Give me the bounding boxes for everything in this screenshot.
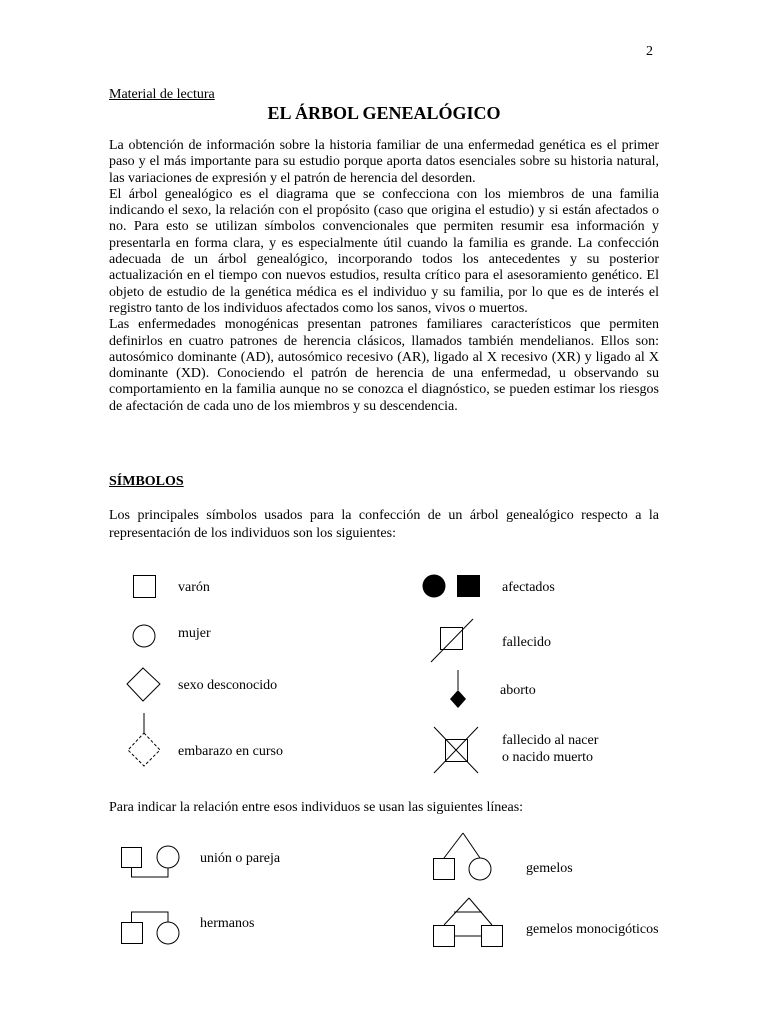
paragraph: Las enfermedades monogénicas presentan patrones familiares característicos que permiten definirlos en cuatro patrones de herencia clásicos, llamados también mendelianos. Ellos son: autosómico dominante (AD), autosómico recesivo (AR), ligado al X recesivo (XR) y ligado al X dominante (XD). Conociendo el patrón de herencia de una enfermedad, u observando su comportamiento en la familia aunque no se conozca el diagnóstico, se pueden estimar los riesgos de afectación de cada uno de los miembros y su descendencia. — [109, 317, 659, 414]
section-heading: SÍMBOLOS — [109, 474, 184, 489]
label-embarazo: embarazo en curso — [178, 744, 283, 759]
lines-intro: Para indicar la relación entre esos individuos se usan las siguientes líneas: — [109, 800, 524, 815]
paragraph: El árbol genealógico es el diagrama que se confecciona con los miembros de una familia indicando el sexo, la relación con el propósito (caso que origina el estudio) y si están afectados o no. Para esto se utilizan símbolos convencionales que permiten resumir esa información y presentarla en forma clara, y es especialmente útil cuando la familia es grande. La confección adecuada de un árbol genealógico, incorporando todos los antecedentes y su posterior actualización en el tiempo con nuevos estudios, resulta crítico para el asesoramiento genético. El objeto de estudio de la genética médica es el individuo y su familia, por lo que es de interés el registro tanto de los individuos afectados como los sanos, vivos o muertos. — [109, 186, 659, 316]
page-number: 2 — [646, 44, 653, 59]
female-circle-icon — [132, 624, 158, 650]
label-fallecido: fallecido — [502, 635, 551, 650]
label-mujer: mujer — [178, 626, 211, 641]
siblings-icon — [120, 909, 182, 947]
twins-icon — [432, 832, 496, 884]
label-afectados: afectados — [502, 580, 555, 595]
symbols-intro: Los principales símbolos usados para la confección de un árbol genealógico respecto a la representación de los individuos son los siguientes: — [109, 508, 659, 541]
monozygotic-twins-icon — [432, 897, 506, 949]
label-aborto: aborto — [500, 683, 536, 698]
union-icon — [120, 845, 182, 881]
paragraph: La obtención de información sobre la historia familiar de una enfermedad genética es el primer paso y el más importante para su estudio porque aporta datos esenciales sobre su historia natural, las variaciones de expresión y el patrón de herencia del desorden. — [109, 138, 659, 186]
label-union: unión o pareja — [200, 851, 281, 866]
page-title-text: EL ÁRBOL GENEALÓGICO — [267, 103, 501, 123]
label-varon: varón — [178, 580, 210, 595]
miscarriage-icon — [447, 670, 469, 710]
body-text — [109, 138, 659, 415]
kicker: Material de lectura — [109, 87, 215, 102]
label-monocigoticos: gemelos monocigóticos — [526, 922, 659, 937]
label-hermanos: hermanos — [200, 916, 255, 931]
label-fallecido-nacer-1: fallecido al nacer — [502, 733, 599, 748]
label-fallecido-nacer-2: o nacido muerto — [502, 750, 593, 765]
deceased-icon — [430, 618, 474, 664]
page-title — [0, 103, 768, 124]
male-square-icon — [133, 575, 157, 599]
unknown-sex-diamond-icon — [126, 667, 162, 703]
pregnancy-dashed-diamond-icon — [126, 713, 162, 769]
stillbirth-icon — [433, 726, 479, 774]
affected-filled-icon — [422, 574, 484, 600]
label-sexo-desconocido: sexo desconocido — [178, 678, 278, 693]
label-gemelos: gemelos — [526, 861, 573, 876]
